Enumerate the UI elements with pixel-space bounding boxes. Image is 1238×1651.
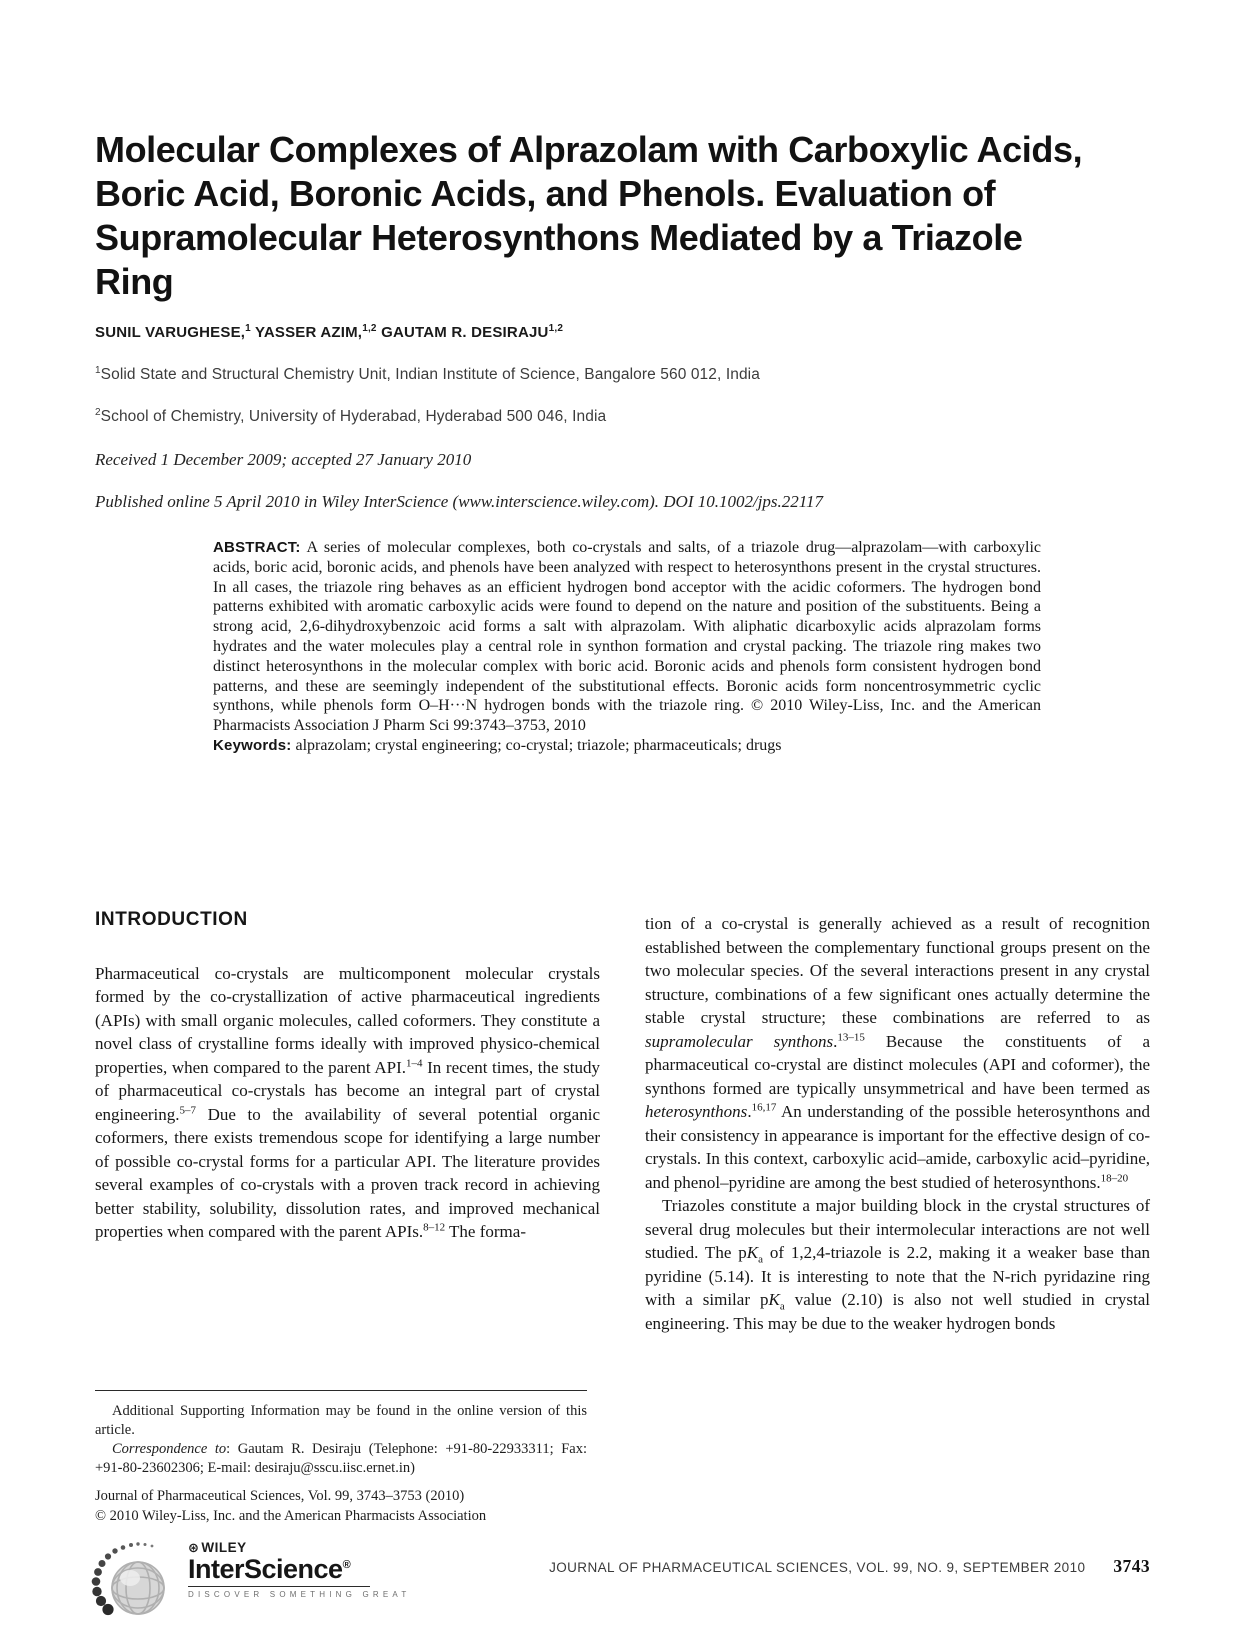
introduction-paragraph-1-continued: tion of a co-crystal is generally achieved as a result of recognition established between the complementary functional groups present on the two molecular species. Of the several interactions present in any crystal structure, combinations of a few significant ones actually determine the stable crystal structure; these combinations are referred to as supramolecular synthons.$^{13-15}$ Because the constituents of a pharmaceutical co-crystal are distinct molecules (API and coformer), the synthons formed are typically unsymmetrical and have been termed as heterosynthons.$^{16,17}$ An understanding of the possible heterosynthons and their consistency in appearance is important for the effective design of co-crystals. In this context, carboxylic acid–amide, carboxylic acid–pyridine, and phenol–pyridine are among the best studied of heterosynthons.$^{18-20}$ [645, 914, 1150, 1192]
footnote-block [95, 1390, 587, 1526]
wiley-wordmark [188, 1540, 410, 1555]
article-title: Molecular Complexes of Alprazolam with Carboxylic Acids, Boric Acid, Boronic Acids, and Phenols. Evaluation of Supramolecular Heterosynthons Mediated by a Triazole Ring [95, 129, 1083, 302]
page-number: 3743 [1113, 1556, 1150, 1576]
published-doi-line: Published online 5 April 2010 in Wiley InterScience (www.interscience.wiley.com). DOI 10.1002/jps.22117 [95, 492, 824, 511]
abstract-text: A series of molecular complexes, both co-crystals and salts, of a triazole drug—alprazolam—with carboxylic acids, boric acid, boronic acids, and phenols have been analyzed with respect to heterosynthons present in the crystal structures. In all cases, the triazole ring behaves as an efficient hydrogen bond acceptor with the acidic coformers. The hydrogen bond patterns exhibited with aromatic carboxylic acids were found to depend on the nature and position of the substituents. Being a strong acid, 2,6-dihydroxybenzoic acid forms a salt with alprazolam. With aliphatic dicarboxylic acids alprazolam forms hydrates and the water molecules play a central role in synthon formation and crystal packing. The triazole ring makes two distinct heterosynthons in the molecular complex with boric acid. Boronic acids and phenols form consistent hydrogen bond patterns, and these are seemingly independent of the substitutional effects. Boronic acids form noncentrosymmetric cyclic synthons, while phenols form O–H···N hydrogen bonds with the triazole ring. © 2010 Wiley-Liss, Inc. and the American Pharmacists Association J Pharm Sci 99:3743–3753, 2010 [213, 539, 1041, 735]
logo-tagline: DISCOVER SOMETHING GREAT [188, 1590, 411, 1600]
left-column [95, 908, 600, 1244]
wiley-interscience-logo [90, 1540, 410, 1628]
wiley-label: WILEY [201, 1540, 247, 1555]
page-footer [549, 1556, 1150, 1577]
correspondence-note: Correspondence to: Gautam R. Desiraju (Telephone: +91-80-22933311; Fax: +91-80-23602306; E-mail: desiraju@sscu.iisc.ernet.in) [95, 1441, 587, 1476]
abstract-block [213, 538, 1041, 756]
interscience-label: InterScience [188, 1554, 343, 1584]
affiliation-1: $^1$Solid State and Structural Chemistry Unit, Indian Institute of Science, Bangalore 560 012, India [95, 364, 760, 383]
introduction-paragraph-1: Pharmaceutical co-crystals are multicomponent molecular crystals formed by the co-crystallization of active pharmaceutical ingredients (APIs) with small organic molecules, called coformers. They constitute a novel class of crystalline forms ideally with improved physico-chemical properties, when compared to the parent API.$^{1-4}$ In recent times, the study of pharmaceutical co-crystals has become an integral part of crystal engineering.$^{5-7}$ Due to the availability of several potential organic coformers, there exists tremendous scope for identifying a large number of possible co-crystal forms for a particular API. The literature provides several examples of co-crystals with a proven track record in achieving better stability, solubility, dissolution rates, and improved mechanical properties when compared with the parent APIs.$^{8-12}$ The forma- [95, 963, 600, 1241]
introduction-paragraph-2: Triazoles constitute a major building block in the crystal structures of several drug molecules but their intermolecular interactions are not well studied. The $pK_a$ of 1,2,4-triazole is 2.2, making it a weaker base than pyridine (5.14). It is interesting to note that the N-rich pyridazine ring with a similar $pK_a$ value (2.10) is also not well studied in crystal engineering. This may be due to the weaker hydrogen bonds [645, 1196, 1151, 1333]
received-accepted-line: Received 1 December 2009; accepted 27 January 2010 [95, 450, 472, 469]
logo-divider [188, 1586, 370, 1587]
registered-mark: ® [342, 1559, 351, 1571]
introduction-heading: INTRODUCTION [95, 909, 248, 930]
copyright-line: © 2010 Wiley-Liss, Inc. and the American Pharmacists Association [95, 1507, 487, 1524]
right-column [645, 912, 1150, 1335]
footnote-rule [95, 1390, 587, 1391]
supporting-info-note: Additional Supporting Information may be found in the online version of this article. [95, 1403, 587, 1438]
keywords-text: alprazolam; crystal engineering; co-crystal; triazole; pharmaceuticals; drugs [295, 736, 782, 754]
abstract-label: ABSTRACT: [213, 539, 301, 556]
globe-swirl-icon [90, 1540, 182, 1628]
wiley-colophon-icon: ⊛ [188, 1540, 200, 1555]
affiliation-2: $^2$School of Chemistry, University of Hyderabad, Hyderabad 500 046, India [95, 406, 607, 425]
interscience-wordmark [188, 1555, 410, 1583]
journal-reference: Journal of Pharmaceutical Sciences, Vol. 99, 3743–3753 (2010) [95, 1488, 465, 1504]
footer-journal-line: JOURNAL OF PHARMACEUTICAL SCIENCES, VOL. 99, NO. 9, SEPTEMBER 2010 [549, 1560, 1086, 1575]
abstract-paragraph [213, 538, 1041, 736]
keywords-label: Keywords: [213, 736, 292, 754]
author-list: SUNIL VARUGHESE,$^1$ YASSER AZIM,$^{1,2}$ GAUTAM R. DESIRAJU$^{1,2}$ [95, 323, 564, 341]
journal-credit [95, 1487, 587, 1526]
logo-text [188, 1540, 410, 1599]
keywords-line [213, 736, 1041, 756]
